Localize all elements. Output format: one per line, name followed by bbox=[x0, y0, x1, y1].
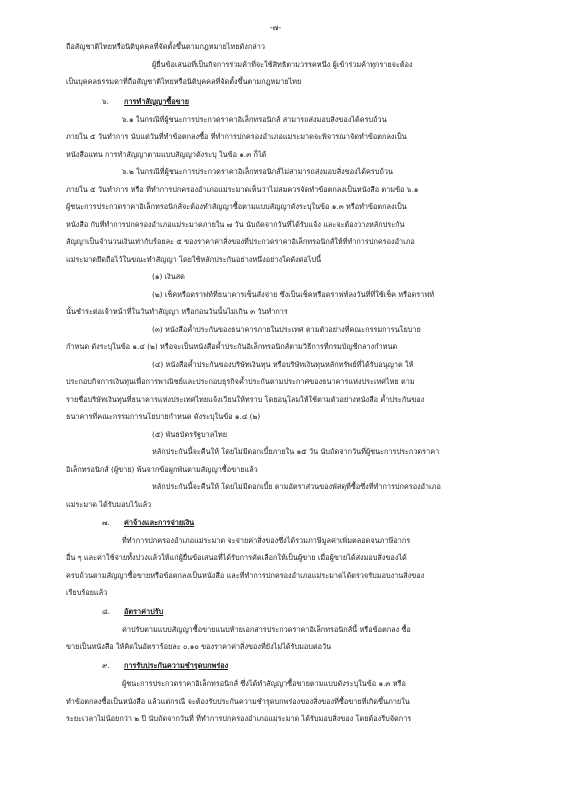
text-line: ทำข้อตกลงซื้อเป็นหนังสือ แล้วแต่กรณี จะต้องรับประกันความชำรุดบกพร่องของสิ่งของที่ซื้อขายที่เกิดขึ้นภายใน bbox=[66, 697, 410, 706]
text-line: ผู้ชนะการประกวดราคาอิเล็กทรอนิกส์ ซึ่งได้ทำสัญญาซื้อขายตามแบบดังระบุในข้อ ๑.๓ หรือ bbox=[122, 679, 406, 688]
section-heading: การทำสัญญาซื้อขาย bbox=[124, 97, 190, 106]
text-line: ภายใน ๕ วันทำการ หรือ ที่ทำการปกครองอำเภอแม่ระมาดเห็นว่าไม่สมควรจัดทำข้อตกลงเป็นหนังสือ ตามข้อ ๖.๑ bbox=[66, 185, 419, 194]
text-line: (๒) เช็คหรือดราฟท์ที่ธนาคารเซ็นสั่งจ่าย ซึ่งเป็นเช็คหรือดราฟท์ลงวันที่ที่ใช้เช็ค หรือดราฟท์ bbox=[152, 290, 435, 299]
section-heading: ค่าจ้างและการจ่ายเงิน bbox=[124, 518, 195, 527]
text-line: เป็นบุคคลธรรมดาที่ถือสัญชาติไทยหรือนิติบุคคลที่จัดตั้งขึ้นตามกฎหมายไทย bbox=[66, 77, 302, 86]
text-line: ผู้ยื่นข้อเสนอที่เป็นกิจการร่วมค้าที่จะใช้สิทธิตามวรรคหนึ่ง ผู้เข้าร่วมค้าทุกรายจะต้อง bbox=[152, 60, 413, 69]
text-line: ถือสัญชาติไทยหรือนิติบุคคลที่จัดตั้งขึ้นตามกฎหมายไทยดังกล่าว bbox=[66, 42, 265, 51]
text-line: (๓) หนังสือค้ำประกันของธนาคารภายในประเทศ ตามตัวอย่างที่คณะกรรมการนโยบาย bbox=[152, 325, 421, 334]
text-line: หนังสือแทน การทำสัญญาตามแบบสัญญาดังระบุ ในข้อ ๑.๓ ก็ได้ bbox=[66, 150, 267, 159]
text-line: ๖.๑ ในกรณีที่ผู้ชนะการประกวดราคาอิเล็กทรอนิกส์ สามารถส่งมอบสิ่งของได้ครบถ้วน bbox=[122, 115, 387, 124]
section-number: ๘. bbox=[102, 607, 110, 616]
text-line: หลักประกันนี้จะคืนให้ โดยไม่มีดอกเบี้ย ตามอัตราส่วนของพัสดุที่ซื้อซึ่งที่ทำการปกครองอำเภอ bbox=[152, 482, 441, 491]
text-line: ที่ทำการปกครองอำเภอแม่ระมาด จะจ่ายค่าสิ่งของซึ่งได้รวมภาษีมูลค่าเพิ่มตลอดจนภาษีอากร bbox=[122, 536, 411, 545]
text-line: (๔) หนังสือค้ำประกันของบริษัทเงินทุน หรือบริษัทเงินทุนหลักทรัพย์ที่ได้รับอนุญาต ให้ bbox=[152, 360, 414, 369]
text-line: ผู้ชนะการประกวดราคาอิเล็กทรอนิกส์จะต้องทำสัญญาซื้อตามแบบสัญญาดังระบุในข้อ ๑.๓ หรือทำข้อตกลงเป็น bbox=[66, 202, 407, 211]
section-number: ๗. bbox=[102, 518, 110, 527]
text-line: ครบถ้วนตามสัญญาซื้อขายหรือข้อตกลงเป็นหนังสือ และที่ทำการปกครองอำเภอแม่ระมาดได้ตรวจรับมอบงานสิ่งของ bbox=[66, 571, 425, 580]
text-line: (๑) เงินสด bbox=[152, 272, 185, 281]
text-line: อื่น ๆ และค่าใช้จ่ายทั้งปวงแล้วให้แก่ผู้ยื่นข้อเสนอที่ได้รับการคัดเลือกให้เป็นผู้ขาย เมื่อผู้ขายได้ส่งมอบสิ่งของได้ bbox=[66, 553, 407, 562]
text-line: สัญญาเป็นจำนวนเงินเท่ากับร้อยละ ๕ ของราคาค่าสิ่งของที่ประกวดราคาอิเล็กทรอนิกส์ให้ที่ทำการปกครองอำเภอ bbox=[66, 237, 415, 246]
text-line: ขายเป็นหนังสือ ให้คิดในอัตราร้อยละ ๐.๑๐ ของราคาค่าสิ่งของที่ยังไม่ได้รับมอบต่อวัน bbox=[66, 642, 332, 651]
text-line: รายชื่อบริษัทเงินทุนที่ธนาคารแห่งประเทศไทยแจ้งเวียนให้ทราบ โดยอนุโลมให้ใช้ตามตัวอย่างหนังสือ ค้ำประกันของ bbox=[66, 395, 425, 404]
section-number: ๖. bbox=[102, 97, 109, 106]
text-line: อิเล็กทรอนิกส์ (ผู้ขาย) พ้นจากข้อผูกพันตามสัญญาซื้อขายแล้ว bbox=[66, 465, 258, 474]
text-line: หลักประกันนี้จะคืนให้ โดยไม่มีดอกเบี้ยภายใน ๑๕ วัน นับถัดจากวันที่ผู้ชนะการประกวดราคา bbox=[152, 447, 440, 456]
text-line: ภายใน ๕ วันทำการ นับแต่วันที่ทำข้อตกลงซื้อ ที่ทำการปกครองอำเภอแม่ระมาดจะพิจารณาจัดทำข้อตกลงเป็น bbox=[66, 132, 407, 141]
text-line: นั้นชำระต่อเจ้าหน้าที่ในวันทำสัญญา หรือก่อนวันนั้นไม่เกิน ๓ วันทำการ bbox=[66, 307, 288, 316]
text-line: ค่าปรับตามแบบสัญญาซื้อขายแนบท้ายเอกสารประกวดราคาอิเล็กทรอนิกส์นี้ หรือข้อตกลง ซื้อ bbox=[122, 625, 411, 634]
text-line: หนังสือ กับที่ทำการปกครองอำเภอแม่ระมาดภายใน ๗ วัน นับถัดจากวันที่ได้รับแจ้ง และจะต้องวางหลักประกัน bbox=[66, 220, 405, 229]
section-heading: การรับประกันความชำรุดบกพร่อง bbox=[124, 661, 229, 670]
text-line: ประกอบกิจการเงินทุนเพื่อการพาณิชย์และประกอบธุรกิจค้ำประกันตามประกาศของธนาคารแห่งประเทศไทย ตาม bbox=[66, 377, 415, 386]
page-number: -๗- bbox=[270, 23, 282, 32]
section-heading: อัตราค่าปรับ bbox=[124, 607, 164, 616]
section-number: ๙. bbox=[102, 661, 110, 670]
text-line: แม่ระมาดยึดถือไว้ในขณะทำสัญญา โดยใช้หลักประกันอย่างหนึ่งอย่างใดดังต่อไปนี้ bbox=[66, 255, 322, 264]
text-line: เรียบร้อยแล้ว bbox=[66, 588, 108, 597]
text-line: (๕) พันธบัตรรัฐบาลไทย bbox=[152, 430, 227, 439]
text-line: ๖.๒ ในกรณีที่ผู้ชนะการประกวดราคาอิเล็กทรอนิกส์ไม่สามารถส่งมอบสิ่งของได้ครบถ้วน bbox=[122, 167, 393, 176]
text-line: ธนาคารที่คณะกรรมการนโยบายกำหนด ดังระบุในข้อ ๑.๔ (๒) bbox=[66, 412, 261, 421]
text-line: กำหนด ดังระบุในข้อ ๑.๔ (๒) หรือจะเป็นหนังสือค้ำประกันอิเล็กทรอนิกส์ตามวิธีการที่กรมบัญชีกลางกำหนด bbox=[66, 342, 398, 351]
text-line: ระยะเวลาไม่น้อยกว่า ๒ ปี นับถัดจากวันที่ ที่ทำการปกครองอำเภอแม่ระมาด ได้รับมอบสิ่งของ โดยต้องรีบจัดการ bbox=[66, 714, 412, 723]
text-line: แม่ระมาด ได้รับมอบไว้แล้ว bbox=[66, 500, 152, 509]
